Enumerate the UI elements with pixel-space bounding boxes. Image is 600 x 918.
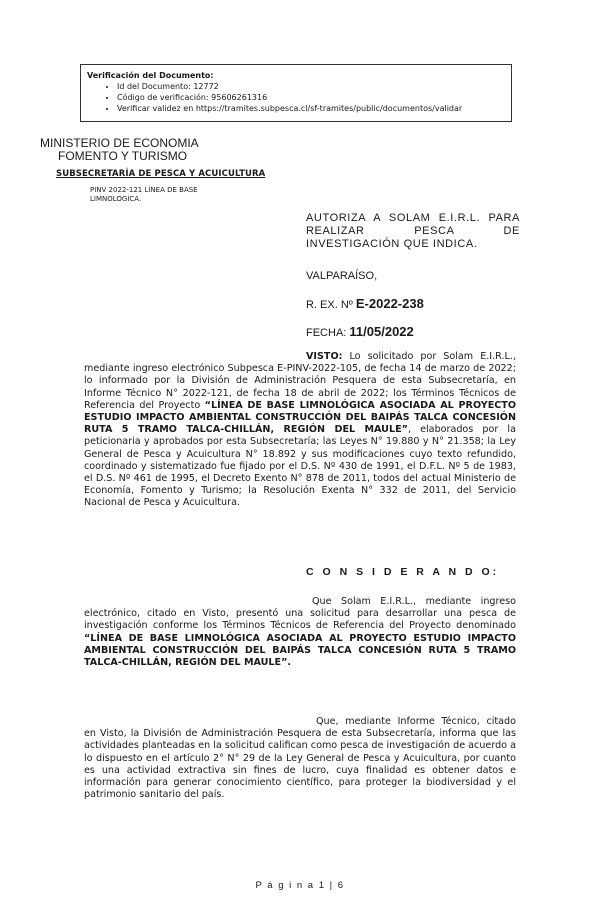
resolution-number	[306, 296, 424, 311]
considerando-paragraph-1	[84, 596, 516, 669]
resolution-place: VALPARAÍSO,	[306, 270, 378, 282]
considerando-1-project: “LÍNEA DE BASE LIMNOLÓGICA ASOCIADA AL PROYECTO ESTUDIO IMPACTO AMBIENTAL CONSTRUCCIÓN DEL BAIPÁS TALCA CONCESIÓN RUTA 5 TRAMO TALCA-CHILLÁN, REGIÓN DEL MAULE”.	[84, 632, 516, 669]
project-reference: PINV 2022-121 LÍNEA DE BASE LIMNOLOGICA.	[90, 186, 198, 203]
verification-code: • Código de verificación: 95606261316	[117, 92, 505, 103]
date-value: 11/05/2022	[349, 324, 414, 339]
visto-paragraph	[84, 351, 516, 510]
considerando-paragraph-2: Que, mediante Informe Técnico, citado en Visto, la División de Administración Pesquera de esta Subsecretaría, informa que las actividades planteadas en la solicitud califican como pesca de investigación de acuerdo a lo dispuesto en el artículo 2° N° 29 de la Ley General de Pesca y Acuicultura, por cuanto es una actividad extractiva sin fines de lucro, cuya finalidad es obtener datos e información para generar conocimiento científico, para proteger la biodiversidad y el patrimonio sanitario del país.	[84, 716, 516, 801]
verification-url[interactable]: • Verificar validez en https://tramites.subpesca.cl/sf-tramites/public/documentos/validar	[117, 103, 505, 114]
verification-list	[87, 81, 505, 114]
subsecretaria-title: SUBSECRETARÍA DE PESCA Y ACUICULTURA	[56, 169, 266, 179]
date-label: FECHA:	[306, 327, 347, 339]
visto-label: VISTO:	[306, 351, 343, 362]
resolution-date	[306, 324, 414, 339]
verification-box	[80, 64, 512, 122]
ministry-header	[40, 137, 199, 163]
considerando-1-text: Que Solam E.I.R.L., mediante ingreso electrónico, citado en Visto, presentó una solicitud para desarrollar una pesca de investigación conforme los Términos Técnicos de Referencia del Proyecto denominado	[84, 596, 516, 632]
visto-text-2: , elaborados por la peticionaria y aprobados por esta Subsecretaría; las Leyes N° 19.880 y N° 21.358; la Ley General de Pesca y Acuicultura N° 18.892 y sus modificaciones cuyo texto refundido, coordinado y sistematizado fue fijado por el D.S. Nº 430 de 1991, el D.F.L. Nº 5 de 1983, el D.S. Nº 461 de 1995, el Decreto Exento N° 878 de 2011, todos del actual Ministerio de Economía, Fomento y Turismo; la Resolución Exenta N° 332 de 2011, del Servicio Nacional de Pesca y Acuicultura.	[84, 424, 516, 509]
rex-label: R. EX. Nº	[306, 299, 353, 311]
ministry-line1: MINISTERIO DE ECONOMIA	[40, 136, 199, 150]
considerando-heading: C O N S I D E R A N D O:	[306, 566, 500, 578]
ministry-line2: FOMENTO Y TURISMO	[58, 149, 188, 163]
visto-project-name: “LÍNEA DE BASE LIMNOLÓGICA ASOCIADA AL PROYECTO ESTUDIO IMPACTO AMBIENTAL CONSTRUCCIÓN DEL BAIPÁS TALCA CONCESIÓN RUTA 5 TRAMO TALCA-CHILLÁN, REGIÓN DEL MAULE”	[84, 399, 516, 436]
verification-title: Verificación del Documento:	[87, 71, 214, 80]
rex-number: E-2022-238	[355, 296, 424, 311]
document-id: • Id del Documento: 12772	[117, 81, 505, 92]
page-number: P á g i n a 1 | 6	[255, 880, 345, 891]
resolution-summary: AUTORIZA A SOLAM E.I.R.L. PARA REALIZAR PESCA DE INVESTIGACIÓN QUE INDICA.	[306, 212, 520, 250]
visto-text-1: Lo solicitado por Solam E.I.R.L., mediante ingreso electrónico Subpesca E-PINV-2022-105, de fecha 14 de marzo de 2022; lo informado por la División de Administración Pesquera de esta Subsecretaría, en Informe Técnico N° 2022-121, de fecha 18 de abril de 2022; los Términos Técnicos de Referencia del Proyecto	[84, 351, 516, 411]
